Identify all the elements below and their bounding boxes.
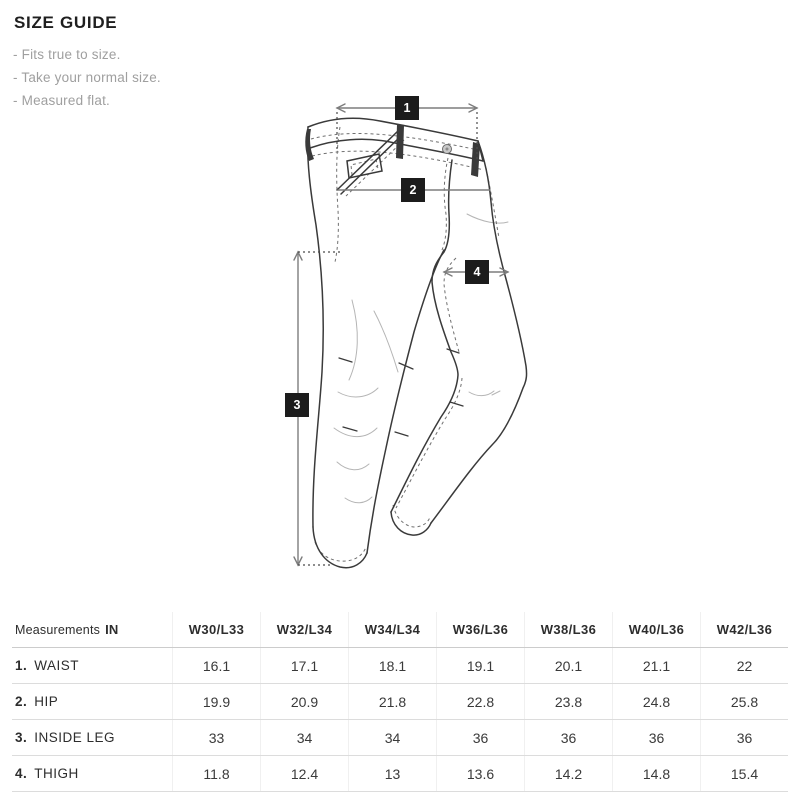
note-line: - Take your normal size. [13,70,161,85]
table-row [12,684,788,720]
table-body [12,648,788,792]
value-cell: 25.8 [700,684,788,719]
value-cell: 13.6 [436,756,524,791]
value-cell: 18.1 [348,648,436,683]
size-table [12,612,788,792]
table-row [12,648,788,684]
size-column-header: W30/L33 [172,612,260,647]
value-cell: 36 [524,720,612,755]
size-column-header: W36/L36 [436,612,524,647]
value-cell: 19.1 [436,648,524,683]
value-cell: 12.4 [260,756,348,791]
value-cell: 21.1 [612,648,700,683]
value-cell: 36 [436,720,524,755]
value-cell: 17.1 [260,648,348,683]
table-row [12,720,788,756]
marker-hip: 2 [401,178,425,202]
table-header-row [12,612,788,648]
note-line: - Measured flat. [13,93,110,108]
value-cell: 20.1 [524,648,612,683]
value-cell: 13 [348,756,436,791]
value-cell: 34 [260,720,348,755]
value-cell: 33 [172,720,260,755]
size-column-header: W32/L34 [260,612,348,647]
marker-inside-leg: 3 [285,393,309,417]
marker-thigh: 4 [465,260,489,284]
size-column-header: W34/L34 [348,612,436,647]
value-cell: 23.8 [524,684,612,719]
value-cell: 19.9 [172,684,260,719]
marker-waist: 1 [395,96,419,120]
waist-button-icon [443,145,452,154]
value-cell: 36 [700,720,788,755]
size-column-header: W42/L36 [700,612,788,647]
value-cell: 20.9 [260,684,348,719]
value-cell: 14.8 [612,756,700,791]
row-label: 2. HIP [15,694,59,709]
value-cell: 22 [700,648,788,683]
value-cell: 34 [348,720,436,755]
value-cell: 21.8 [348,684,436,719]
table-row [12,756,788,792]
value-cell: 14.2 [524,756,612,791]
size-column-header: W38/L36 [524,612,612,647]
page-title: SIZE GUIDE [14,13,118,32]
row-label: 1. WAIST [15,658,80,673]
row-label: 4. THIGH [15,766,79,781]
value-cell: 24.8 [612,684,700,719]
measurements-header [12,622,172,637]
note-line: - Fits true to size. [13,47,121,62]
size-column-header: W40/L36 [612,612,700,647]
row-label: 3. INSIDE LEG [15,730,116,745]
value-cell: 15.4 [700,756,788,791]
value-cell: 16.1 [172,648,260,683]
value-cell: 22.8 [436,684,524,719]
value-cell: 36 [612,720,700,755]
measurements-label: Measurements [15,623,101,637]
value-cell: 11.8 [172,756,260,791]
unit-label: IN [105,622,119,637]
